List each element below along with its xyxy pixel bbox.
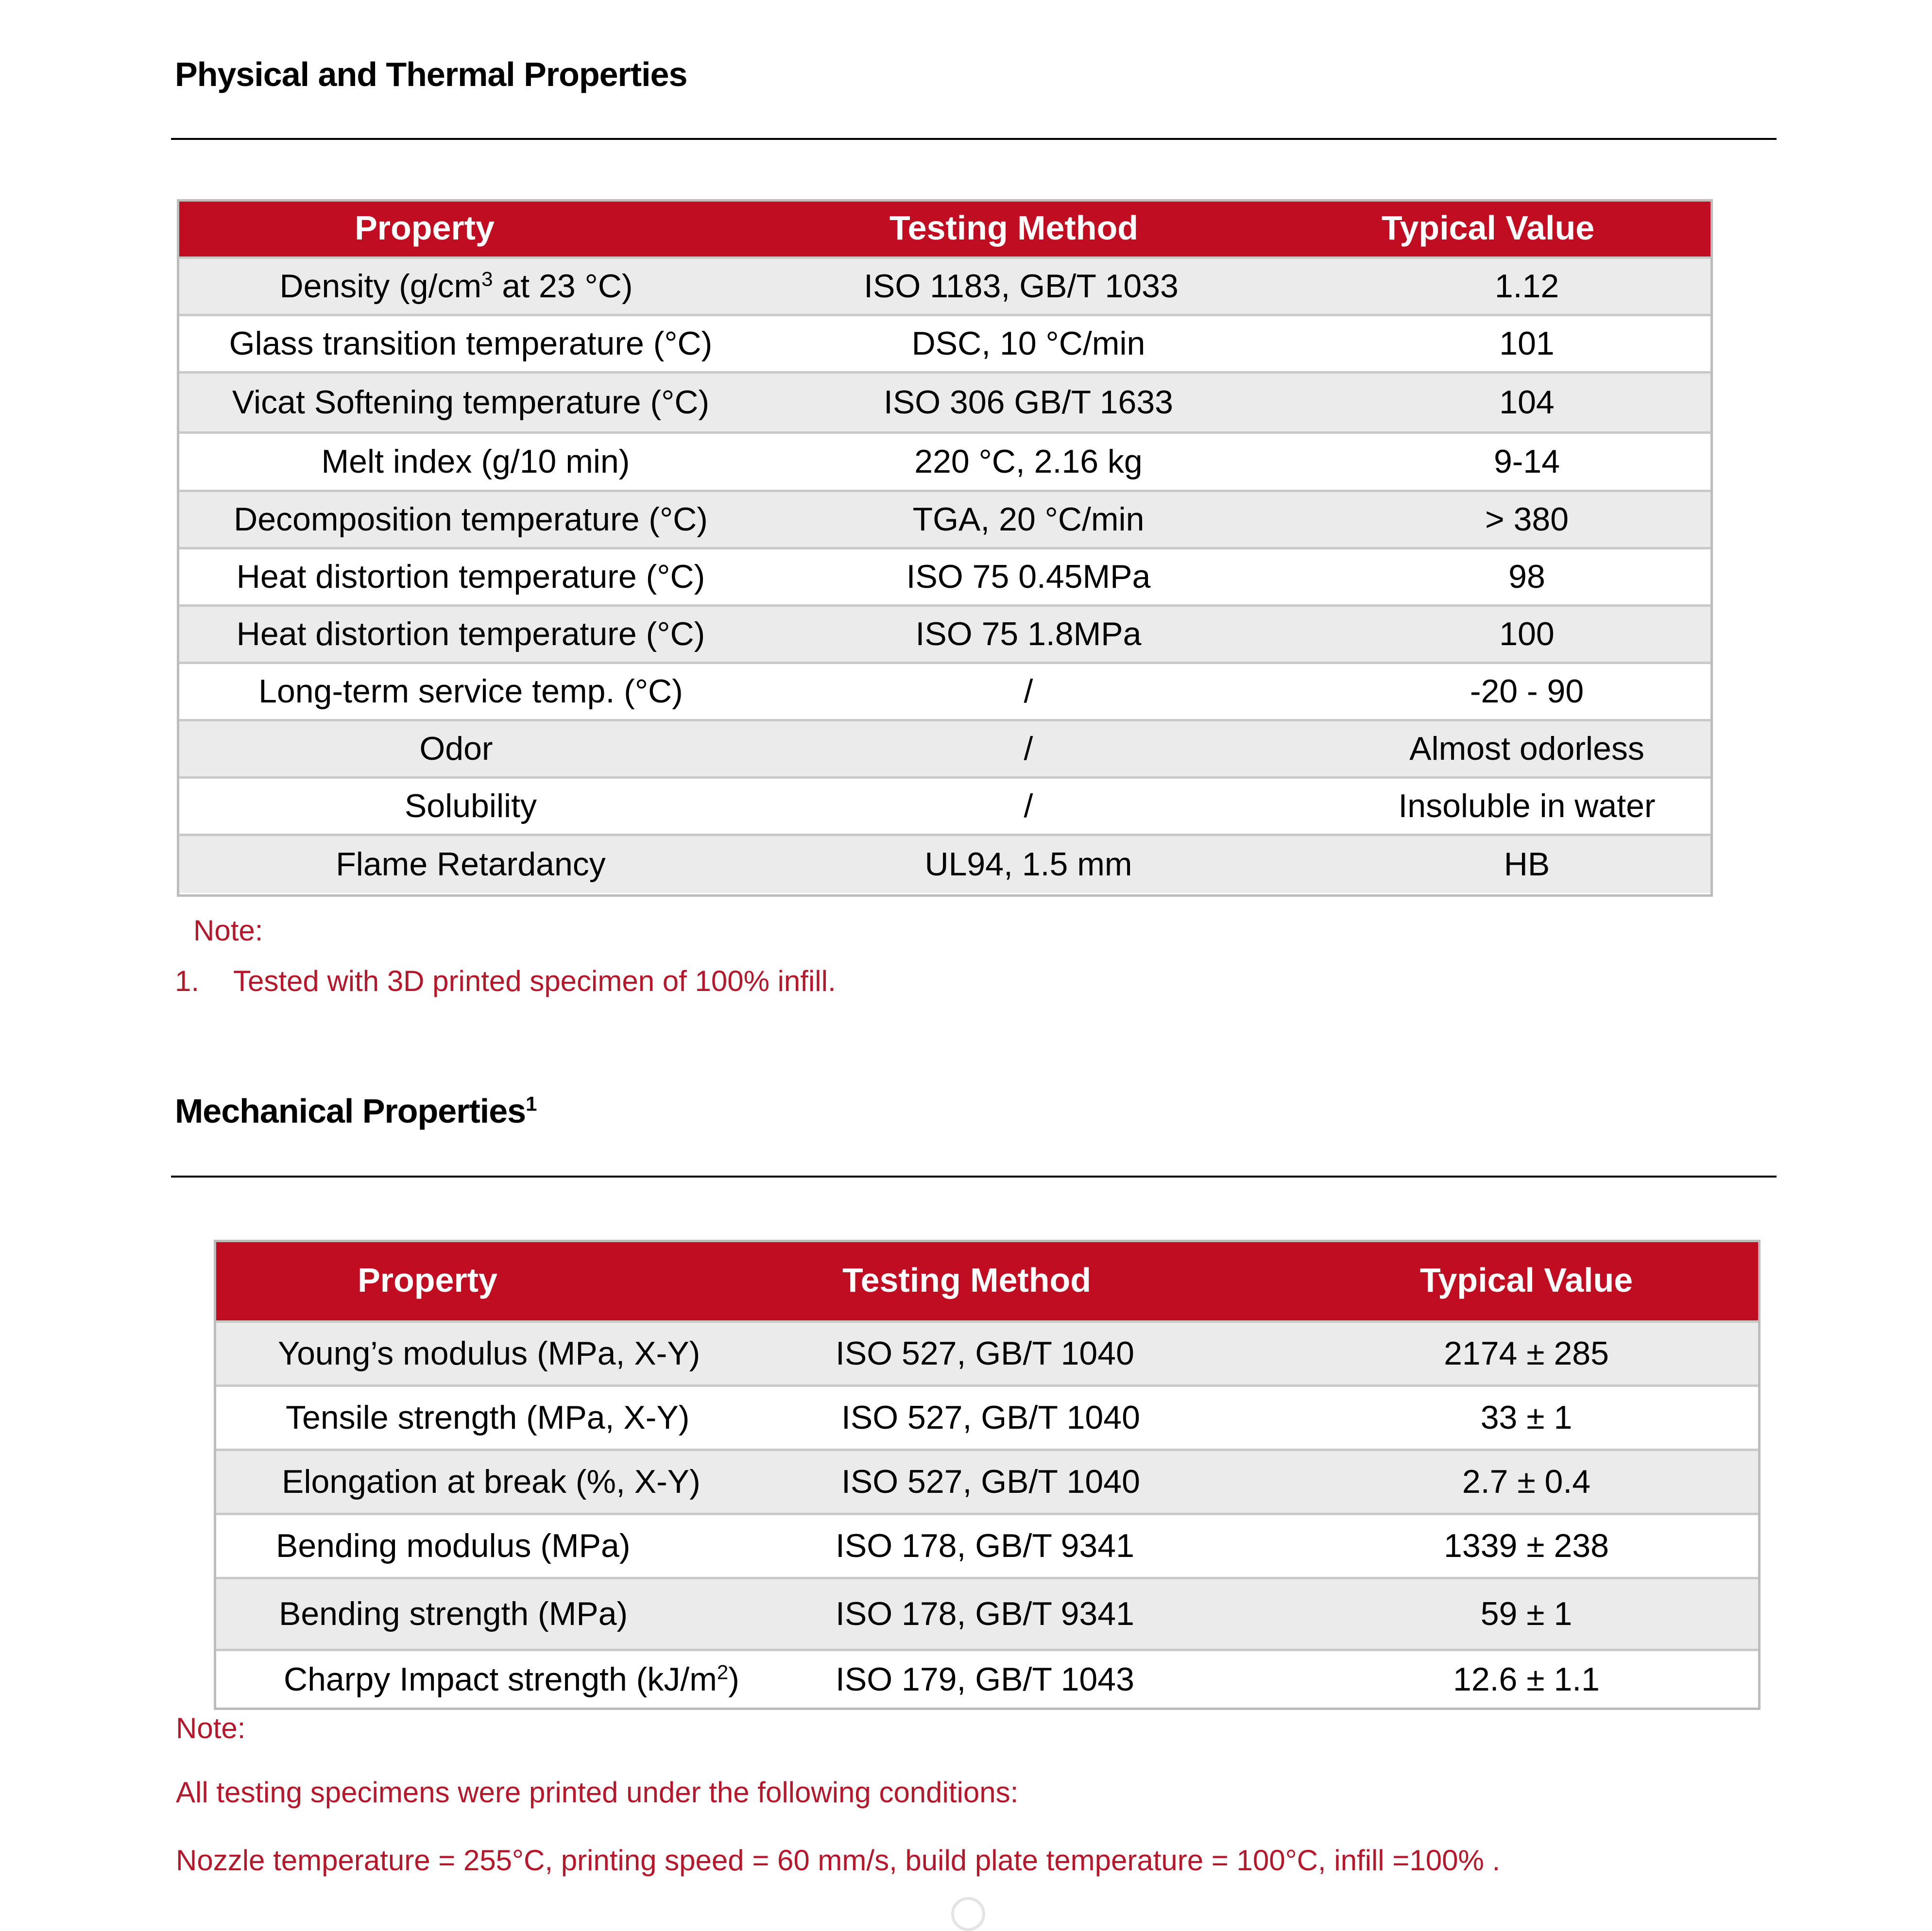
mechanical-properties-table [214,1240,1761,1708]
cell-property: Melt index (g/10 min) [177,432,765,491]
header-testing-method: Testing Method [738,1240,1282,1321]
cell-method: TGA, 20 °C/min [765,491,1273,548]
cell-property: Tensile strength (MPa, X-Y) [214,1385,738,1450]
cell-value: Almost odorless [1273,720,1713,777]
cell-method: DSC, 10 °C/min [765,315,1273,372]
cell-property: Young’s modulus (MPa, X-Y) [214,1321,738,1385]
table-row [214,1450,1761,1514]
cell-value: 100 [1273,605,1713,663]
physical-section-title: Physical and Thermal Properties [175,55,687,93]
table-header-row [177,199,1713,257]
cell-value: 98 [1273,548,1713,605]
cell-value: 101 [1273,315,1713,372]
physical-note-label: Note: [193,914,263,947]
physical-note-text: Tested with 3D printed specimen of 100% infill. [233,965,836,997]
cell-method: ISO 75 0.45MPa [765,548,1273,605]
table-row [177,720,1713,777]
cell-property: Bending modulus (MPa) [214,1514,738,1578]
cell-property [177,257,765,315]
cell-property: Heat distortion temperature (°C) [177,548,765,605]
cell-property: Heat distortion temperature (°C) [177,605,765,663]
table-row [214,1514,1761,1578]
cell-value: 9-14 [1273,432,1713,491]
table-row [177,257,1713,315]
cell-property: Vicat Softening temperature (°C) [177,372,765,432]
table-row [214,1650,1761,1708]
physical-note-number: 1. [175,965,200,997]
cell-method: / [765,720,1273,777]
table-row [177,548,1713,605]
table-row [177,777,1713,835]
cell-value: 12.6 ± 1.1 [1282,1650,1761,1708]
table-row [214,1385,1761,1450]
header-property: Property [214,1240,738,1321]
cell-method: ISO 1183, GB/T 1033 [765,257,1273,315]
cell-method: / [765,777,1273,835]
cell-value: -20 - 90 [1273,663,1713,720]
superscript: 2 [717,1660,729,1684]
cell-value: 104 [1273,372,1713,432]
table-row [177,835,1713,893]
cell-value: 59 ± 1 [1282,1578,1761,1650]
table-row [177,491,1713,548]
table-row [177,432,1713,491]
cell-property: Solubility [177,777,765,835]
header-typical-value: Typical Value [1282,1240,1761,1321]
cell-value: 1.12 [1273,257,1713,315]
cell-property: Flame Retardancy [177,835,765,893]
page-marker-icon [951,1897,985,1931]
cell-value: 2174 ± 285 [1282,1321,1761,1385]
cell-property-text: Density (g/cm [279,268,482,305]
cell-method: ISO 527, GB/T 1040 [738,1450,1282,1514]
cell-value: 1339 ± 238 [1282,1514,1761,1578]
cell-property: Bending strength (MPa) [214,1578,738,1650]
cell-method: ISO 306 GB/T 1633 [765,372,1273,432]
table-row [214,1578,1761,1650]
cell-method: 220 °C, 2.16 kg [765,432,1273,491]
superscript: 3 [481,267,493,291]
cell-method: ISO 527, GB/T 1040 [738,1321,1282,1385]
cell-property-text: Charpy Impact strength (kJ/m [284,1661,717,1698]
table-header-row [214,1240,1761,1321]
cell-method: ISO 75 1.8MPa [765,605,1273,663]
physical-section-rule [171,138,1777,140]
cell-value: 2.7 ± 0.4 [1282,1450,1761,1514]
cell-method: ISO 179, GB/T 1043 [738,1650,1282,1708]
cell-property: Elongation at break (%, X-Y) [214,1450,738,1514]
cell-property [214,1650,738,1708]
table-row [214,1321,1761,1385]
mechanical-section-title [175,1094,536,1128]
mechanical-title-text: Mechanical Properties [175,1092,526,1130]
header-property: Property [177,199,765,257]
cell-method: / [765,663,1273,720]
cell-method: ISO 178, GB/T 9341 [738,1514,1282,1578]
header-testing-method: Testing Method [765,199,1273,257]
cell-method: ISO 527, GB/T 1040 [738,1385,1282,1450]
table-row [177,663,1713,720]
footnote-marker: 1 [526,1092,537,1115]
cell-value: 33 ± 1 [1282,1385,1761,1450]
cell-method: ISO 178, GB/T 9341 [738,1578,1282,1650]
physical-properties-table [177,199,1713,893]
cell-value: Insoluble in water [1273,777,1713,835]
cell-value: > 380 [1273,491,1713,548]
table-row [177,315,1713,372]
cell-method: UL94, 1.5 mm [765,835,1273,893]
header-typical-value: Typical Value [1273,199,1713,257]
table-row [177,372,1713,432]
cell-property: Odor [177,720,765,777]
cell-property-tail: at 23 °C) [493,268,633,305]
table-row [177,605,1713,663]
mechanical-section-rule [171,1176,1777,1178]
cell-value: HB [1273,835,1713,893]
cell-property: Glass transition temperature (°C) [177,315,765,372]
cell-property-tail: ) [728,1661,739,1698]
mechanical-note-line2: Nozzle temperature = 255°C, printing speed = 60 mm/s, build plate temperature = 100°C, infill =100% . [176,1844,1501,1877]
cell-property: Decomposition temperature (°C) [177,491,765,548]
mechanical-note-line1: All testing specimens were printed under the following conditions: [176,1776,1019,1809]
mechanical-note-label: Note: [176,1712,246,1744]
cell-property: Long-term service temp. (°C) [177,663,765,720]
